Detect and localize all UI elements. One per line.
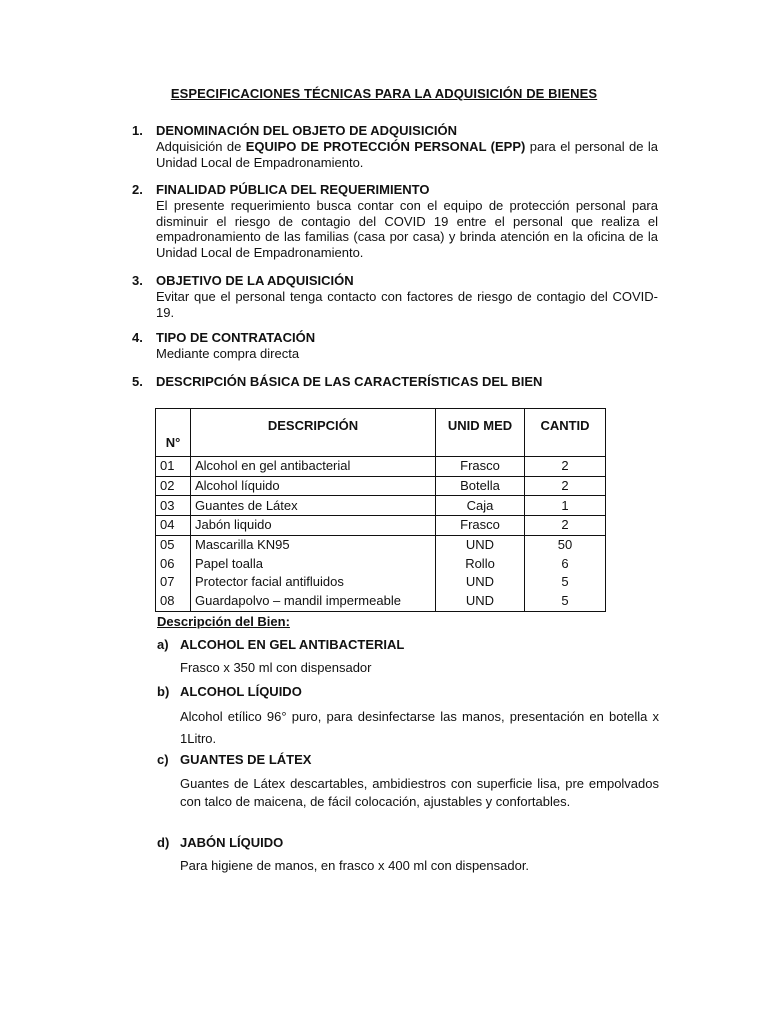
col-header-description: DESCRIPCIÓN <box>191 409 436 457</box>
cell-quantity: 5 <box>525 592 606 611</box>
section-number: 1. <box>132 123 143 138</box>
cell-quantity: 50 <box>525 535 606 554</box>
cell-quantity: 1 <box>525 496 606 516</box>
cell-number: 02 <box>156 476 191 496</box>
cell-description: Alcohol líquido <box>191 476 436 496</box>
section-2 <box>132 182 658 261</box>
table-row <box>156 573 606 592</box>
section-number: 2. <box>132 182 143 197</box>
description-title: Descripción del Bien: <box>157 614 290 629</box>
item-d-heading <box>157 835 283 850</box>
section-heading-text: DESCRIPCIÓN BÁSICA DE LAS CARACTERÍSTICAS DEL BIEN <box>156 374 543 389</box>
item-a-heading <box>157 637 404 652</box>
document-title: ESPECIFICACIONES TÉCNICAS PARA LA ADQUISICIÓN DE BIENES <box>170 86 598 101</box>
item-heading-text: ALCOHOL EN GEL ANTIBACTERIAL <box>180 637 405 652</box>
section-number: 4. <box>132 330 143 345</box>
item-d-body: Para higiene de manos, en frasco x 400 ml con dispensador. <box>180 858 530 873</box>
cell-description: Jabón liquido <box>191 516 436 536</box>
cell-description: Guardapolvo – mandil impermeable <box>191 592 436 611</box>
table-row <box>156 476 606 496</box>
section-body: Mediante compra directa <box>156 345 300 361</box>
cell-unit: Caja <box>436 496 525 516</box>
table-row <box>156 592 606 611</box>
cell-description: Guantes de Látex <box>191 496 436 516</box>
section-heading <box>132 330 658 346</box>
cell-number: 05 <box>156 535 191 554</box>
cell-unit: UND <box>436 592 525 611</box>
section-body <box>132 139 658 171</box>
table-row <box>156 554 606 573</box>
cell-description: Mascarilla KN95 <box>191 535 436 554</box>
item-heading-text: GUANTES DE LÁTEX <box>180 752 312 767</box>
item-letter: d) <box>157 835 170 850</box>
cell-unit: Botella <box>436 476 525 496</box>
section-heading <box>132 273 658 289</box>
cell-quantity: 2 <box>525 457 606 477</box>
cell-unit: UND <box>436 535 525 554</box>
table-row <box>156 516 606 536</box>
section-heading-text: OBJETIVO DE LA ADQUISICIÓN <box>156 273 354 288</box>
cell-quantity: 2 <box>525 516 606 536</box>
cell-quantity: 6 <box>525 554 606 573</box>
body-bold-text: EQUIPO DE PROTECCIÓN PERSONAL (EPP) <box>245 138 526 154</box>
section-3 <box>132 273 658 320</box>
table-row <box>156 496 606 516</box>
section-heading-text: FINALIDAD PÚBLICA DEL REQUERIMIENTO <box>156 182 430 197</box>
item-heading-text: ALCOHOL LÍQUIDO <box>180 684 302 699</box>
body-text: para el personal de la Unidad Local de Empadronamiento. <box>156 138 658 170</box>
item-a-body: Frasco x 350 ml con dispensador <box>180 660 372 675</box>
col-header-unit: UNID MED <box>436 409 525 457</box>
cell-number: 06 <box>156 554 191 573</box>
cell-number: 01 <box>156 457 191 477</box>
items-table <box>155 408 606 612</box>
cell-number: 04 <box>156 516 191 536</box>
item-b-heading <box>157 684 302 699</box>
item-heading-text: JABÓN LÍQUIDO <box>180 835 284 850</box>
cell-description: Papel toalla <box>191 554 436 573</box>
section-heading-text: TIPO DE CONTRATACIÓN <box>156 330 316 345</box>
section-1 <box>132 123 658 170</box>
cell-unit: Frasco <box>436 516 525 536</box>
section-heading <box>132 374 658 390</box>
section-body: Evitar que el personal tenga contacto con factores de riesgo de contagio del COVID-19. <box>156 288 658 320</box>
body-text: Adquisición de <box>156 138 246 154</box>
col-header-number: N° <box>156 409 191 457</box>
cell-quantity: 2 <box>525 476 606 496</box>
cell-unit: Rollo <box>436 554 525 573</box>
section-number: 3. <box>132 273 143 288</box>
item-c-heading <box>157 752 311 767</box>
table-row <box>156 535 606 554</box>
section-4 <box>132 330 658 362</box>
section-number: 5. <box>132 374 143 389</box>
section-heading <box>132 123 658 139</box>
item-letter: c) <box>157 752 169 767</box>
item-b-body: Alcohol etílico 96° puro, para desinfectarse las manos, presentación en botella x 1Litro. <box>180 709 659 746</box>
cell-number: 08 <box>156 592 191 611</box>
section-heading-text: DENOMINACIÓN DEL OBJETO DE ADQUISICIÓN <box>156 123 457 138</box>
item-letter: a) <box>157 637 169 652</box>
table-row <box>156 457 606 477</box>
section-heading <box>132 182 658 198</box>
cell-quantity: 5 <box>525 573 606 592</box>
col-header-quantity: CANTID <box>525 409 606 457</box>
cell-unit: Frasco <box>436 457 525 477</box>
section-5 <box>132 374 658 390</box>
cell-description: Alcohol en gel antibacterial <box>191 457 436 477</box>
section-body: El presente requerimiento busca contar con el equipo de protección personal para disminuir el riesgo de contagio del COVID 19 entre el personal que realiza el empadronamiento de las familias (casa por casa) y brinda atención en la oficina de la Unidad Local de Empadronamiento. <box>156 197 658 261</box>
item-letter: b) <box>157 684 170 699</box>
cell-number: 07 <box>156 573 191 592</box>
item-c-body: Guantes de Látex descartables, ambidiestros con superficie lisa, pre empolvados con talco de maicena, de fácil colocación, ajustables y confortables. <box>180 776 659 809</box>
cell-description: Protector facial antifluidos <box>191 573 436 592</box>
table-header-row <box>156 409 606 457</box>
cell-number: 03 <box>156 496 191 516</box>
cell-unit: UND <box>436 573 525 592</box>
